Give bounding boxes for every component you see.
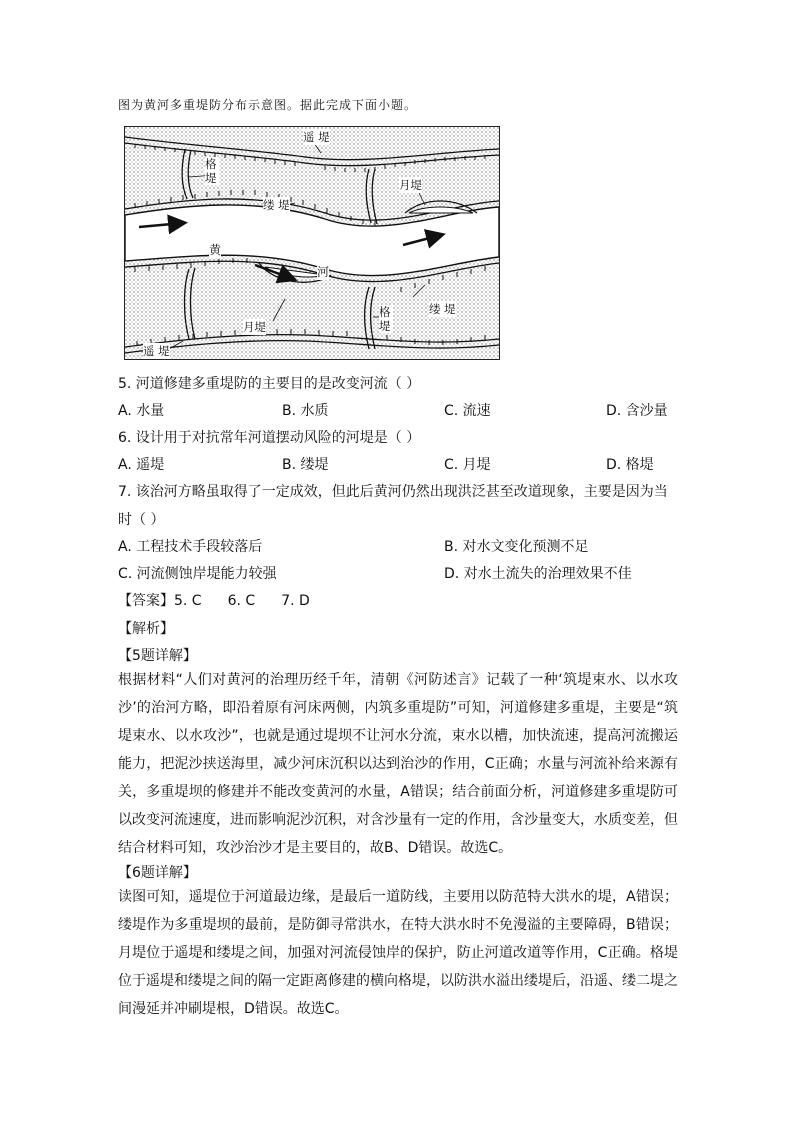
q6-stem: 6. 设计用于对抗常年河道摆动风险的河堤是（ ） — [118, 430, 421, 446]
label-he: 河 — [317, 265, 330, 279]
intro-text: 图为黄河多重堤防分布示意图。据此完成下面小题。 — [118, 98, 418, 112]
answer-label: 【答案】 — [118, 593, 174, 609]
q5-option-d: D. 含沙量 — [606, 403, 668, 419]
q6-option-c: C. 月堤 — [444, 457, 491, 473]
q5-option-c: C. 流速 — [444, 403, 491, 419]
label-huang: 黄 — [209, 243, 222, 257]
q5-option-a: A. 水量 — [118, 403, 165, 419]
answer-5: 5. C — [174, 593, 202, 609]
label-geti-bottom: 格 堤 — [379, 305, 393, 333]
q6-option-a: A. 遥堤 — [118, 457, 165, 473]
d6-title: 【6题详解】 — [118, 865, 197, 881]
label-yueti-top: 月堤 — [399, 178, 422, 192]
label-yueti-bottom: 月堤 — [243, 320, 266, 334]
label-louti-top: 缕 堤 — [263, 198, 290, 212]
d5-title: 【5题详解】 — [118, 648, 197, 664]
label-yaoti-top: 遥 堤 — [303, 130, 330, 144]
d6-text: 读图可知，遥堤位于河道最边缘，是最后一道防线，主要用以防范特大洪水的堤，A错误；缕堤作为多重堤坝的最前，是防御寻常洪水，在特大洪水时不免漫溢的主要障碍，B错误；月堤位于遥堤和缕堤之间，加强对河流侵蚀岸的保护，防止河道改道等作用，C正确。格堤位于遥堤和缕堤之间的隔一定距离修建的横向格堤，以防洪水溢出缕堤后，沿遥、缕二堤之间漫延并冲刷堤根，D错误。故选C。 — [118, 889, 678, 1017]
label-geti-top: 格 堤 — [205, 157, 219, 185]
q7-option-d: D. 对水土流失的治理效果不佳 — [444, 566, 632, 582]
label-louti-bottom: 缕 堤 — [429, 302, 456, 316]
q6-option-d: D. 格堤 — [606, 457, 654, 473]
levee-diagram — [124, 126, 500, 360]
q7-option-b: B. 对水文变化预测不足 — [444, 539, 589, 555]
q6-option-b: B. 缕堤 — [282, 457, 329, 473]
q5-stem: 5. 河道修建多重堤防的主要目的是改变河流（ ） — [118, 376, 421, 392]
q7-stem-line2: 时（ ） — [118, 512, 165, 528]
answer-row — [118, 590, 310, 610]
answer-7: 7. D — [281, 593, 310, 609]
levee-diagram-svg — [125, 127, 499, 359]
analysis-label: 【解析】 — [118, 621, 174, 637]
q7-option-a: A. 工程技术手段较落后 — [118, 539, 263, 555]
q7-stem-line1: 7. 该治河方略虽取得了一定成效，但此后黄河仍然出现洪泛甚至改道现象，主要是因为当 — [118, 484, 668, 500]
label-yaoti-bottom: 遥 堤 — [143, 344, 170, 358]
q5-option-b: B. 水质 — [282, 403, 329, 419]
d5-text: 根据材料“人们对黄河的治理历经千年，清朝《河防述言》记载了一种‘筑堤束水、以水攻沙’的治河方略，即沿着原有河床两侧，内筑多重堤防”可知，河道修建多重堤，主要是“筑堤束水、以水攻沙”，也就是通过堤坝不让河水分流，束水以槽，加快流速，提高河流搬运能力，把泥沙挟送海里，减少河床沉积以达到治沙的作用，C正确；水量与河流补给来源有关，多重堤坝的修建并不能改变黄河的水量，A错误；结合前面分析，河道修建多重堤防可以改变河流速度，进而影响泥沙沉积，对含沙量有一定的作用，含沙量变大，水质变差，但结合材料可知，攻沙治沙才是主要目的，故B、D错误。故选C。 — [118, 672, 678, 856]
q7-option-c: C. 河流侧蚀岸堤能力较强 — [118, 566, 277, 582]
answer-6: 6. C — [227, 593, 256, 609]
